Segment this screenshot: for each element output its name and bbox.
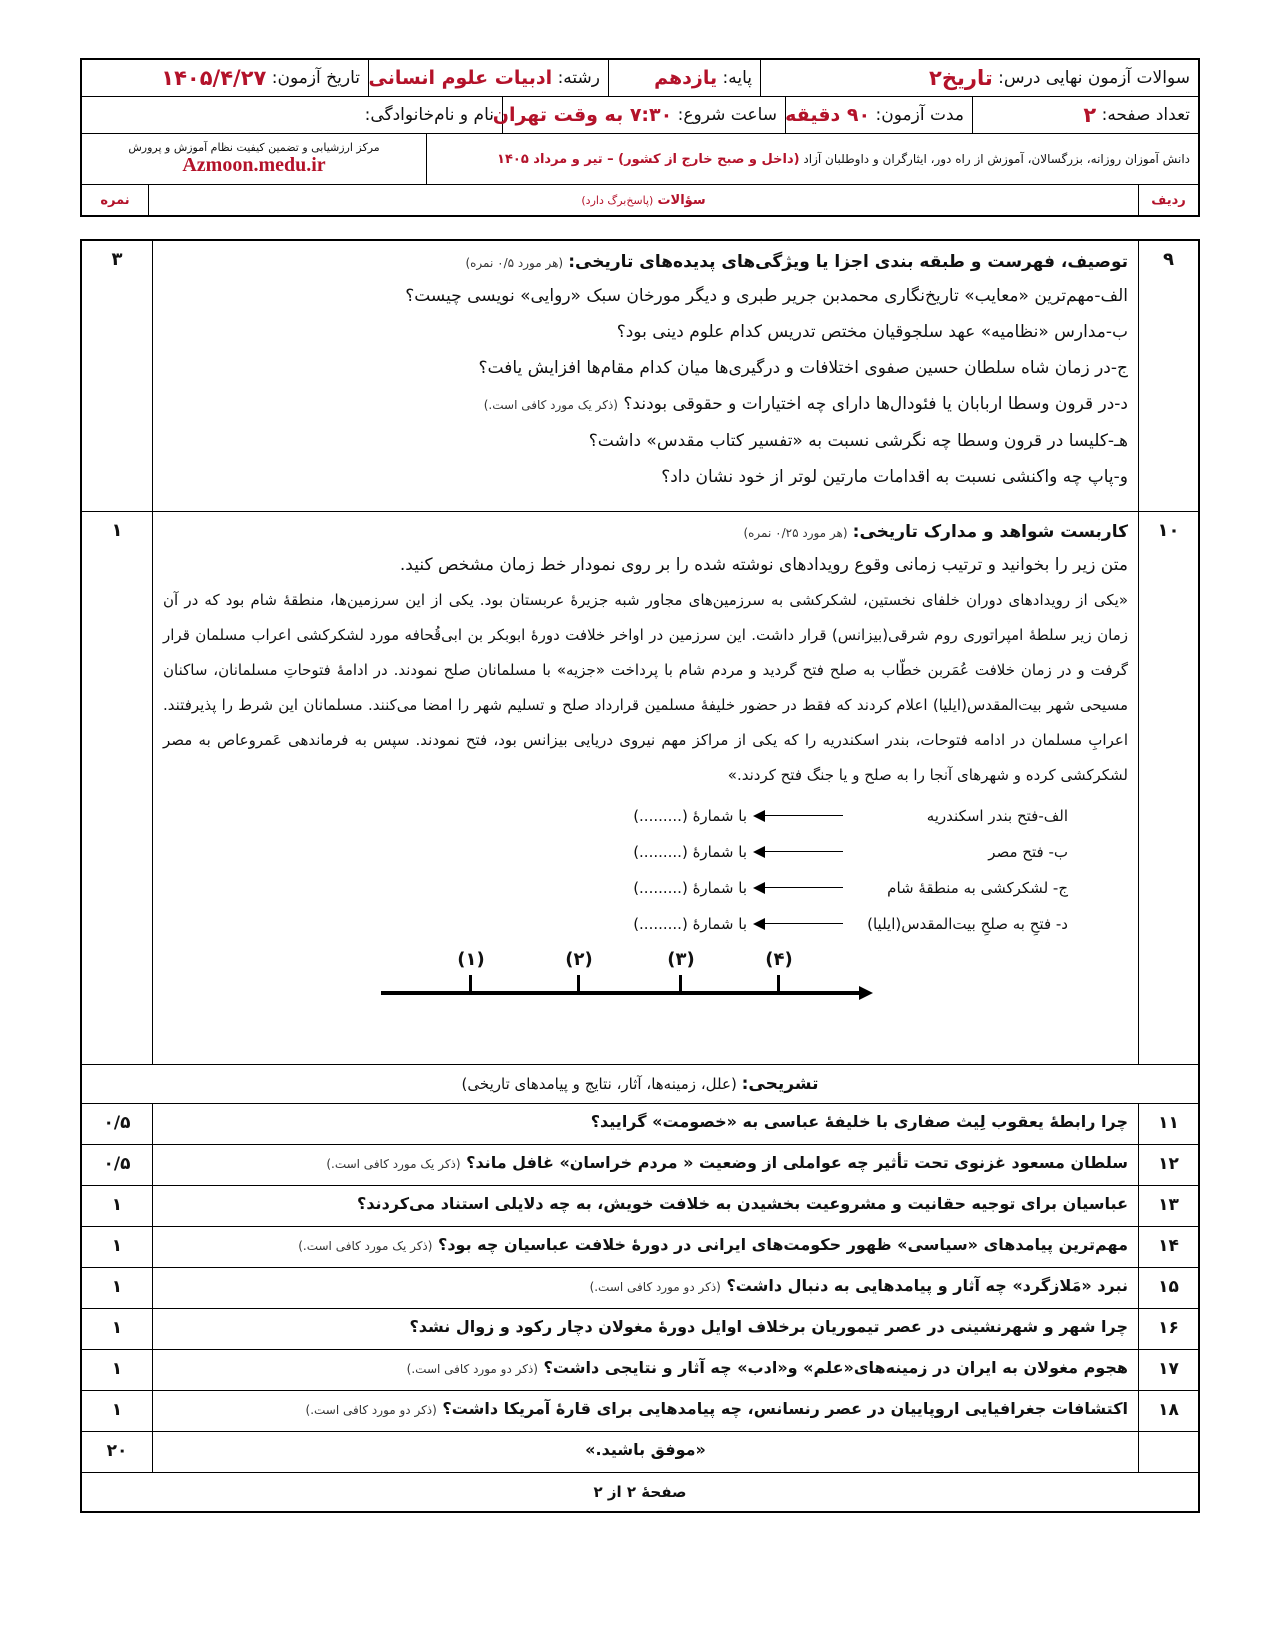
question-score: ۱: [111, 1277, 123, 1297]
questions-header-note: (پاسخ‌برگ دارد): [581, 193, 654, 207]
question-body: [152, 512, 1138, 1064]
question-item-note: (ذکر یک مورد کافی است.): [483, 398, 618, 412]
timeline-tick: [679, 975, 682, 993]
question-title-note: (هر مورد ۰/۵ نمره): [465, 256, 564, 270]
question-number: ۱۳: [1138, 1186, 1198, 1226]
question-note: (ذکر دو مورد کافی است.): [305, 1403, 437, 1417]
total-score: ۲۰: [106, 1441, 128, 1461]
matching-area: [163, 801, 1128, 1001]
question-row-9: [82, 241, 1198, 512]
question-score: ۰/۵: [103, 1113, 131, 1133]
duration-label: مدت آزمون:: [875, 105, 964, 125]
question-row-18: [82, 1391, 1198, 1432]
arrow-left-icon: [753, 881, 843, 895]
event-label: الف-فتح بندر اسکندریه: [926, 807, 1068, 825]
question-body: [152, 1350, 1138, 1390]
event-label: ب- فتح مصر: [988, 843, 1068, 861]
pages-label: تعداد صفحه:: [1101, 105, 1190, 125]
answer-slot[interactable]: با شمارهٔ (.........): [633, 807, 747, 825]
question-number: ۱۱: [1138, 1104, 1198, 1144]
student-name-cell: [82, 97, 502, 133]
pages-value: ۲: [1083, 103, 1097, 127]
question-number: ۱۰: [1138, 512, 1198, 1064]
start-time-cell: [492, 97, 785, 133]
timeline-tick: [577, 975, 580, 993]
center-cell: [82, 134, 426, 184]
question-row-14: [82, 1227, 1198, 1268]
timeline-label: (۴): [765, 949, 793, 970]
questions-column-header: [148, 185, 1138, 215]
question-text: سلطان مسعود غزنوی تحت تأثیر چه عواملی از وضعیت « مردم خراسان» غافل ماند؟: [466, 1153, 1128, 1172]
grade-cell: [608, 60, 760, 96]
website-link[interactable]: Azmoon.medu.ir: [182, 154, 326, 176]
student-name-label: نام و نام‌خانوادگی:: [364, 105, 494, 125]
grade-value: یازدهم: [654, 67, 718, 89]
question-row-10: [82, 512, 1198, 1065]
question-row-11: [82, 1104, 1198, 1145]
event-row: [633, 909, 1068, 939]
question-body: [152, 1227, 1138, 1267]
exam-page: [80, 58, 1200, 1513]
page-footer: صفحهٔ ۲ از ۲: [593, 1483, 687, 1501]
audience-cell: [426, 134, 1198, 184]
questions-table: [80, 239, 1200, 1513]
question-title: توصیف، فهرست و طبقه بندی اجزا یا ویژگی‌های پدیده‌های تاریخی:: [568, 252, 1128, 272]
question-body: [152, 1186, 1138, 1226]
closing-message: «موفق باشید.»: [152, 1432, 1138, 1472]
date-cell: [82, 60, 368, 96]
question-instruction: متن زیر را بخوانید و ترتیب زمانی وقوع رویدادهای نوشته شده را بر روی نمودار خط زمان مشخص کنید.: [399, 555, 1128, 575]
question-body: [152, 1309, 1138, 1349]
question-title-note: (هر مورد ۰/۲۵ نمره): [743, 526, 848, 540]
question-body: [152, 241, 1138, 511]
exam-title-label: سوالات آزمون نهایی درس:: [998, 68, 1190, 88]
question-item: ب-مدارس «نظامیه» عهد سلجوقیان مختص تدریس کدام علوم دینی بود؟: [616, 322, 1128, 342]
question-title: کاربست شواهد و مدارک تاریخی:: [852, 522, 1128, 542]
question-text: چرا شهر و شهرنشینی در عصر تیموریان برخلاف اوایل دورهٔ مغولان دچار رکود و زوال نشد؟: [409, 1317, 1128, 1336]
reading-passage: «یکی از رویدادهای دوران خلفای نخستین، لشکرکشی به سرزمین‌های مجاور شبه جزیرهٔ عربستان بود. یکی از این سرزمین‌ها، منطقهٔ شام بود که در آن زمان زیر سلطهٔ امپراتوری روم شرقی(بیزانس) قرار داشت. این سرزمین در اواخر خلافت دورهٔ ابوبکر بن ابی‌قُحافه مورد لشکرکشی اعراب مسلمان قرار گرفت و در زمان خلافت عُمَربن خطّاب به صلح فتح گردید و مردم شام با پرداخت «جزیه» با مسلمانان صلح نمودند. در ادامهٔ فتوحاتِ مسلمانان، ساکنان مسیحی شهر بیت‌المقدس(ایلیا) اعلام کردند که فقط در حضور خلیفهٔ مسلمین قرارداد صلح و تسلیم شهر را امضا می‌کنند. مسلمانان این شرط را پذیرفتند. اعرابِ مسلمان در ادامه فتوحات، بندر اسکندریه را که یکی از مراکز مهم نیروی دریایی بیزانس بود، فتح نمودند. سپس به فرماندهی عَمروعاص به مصر لشکرکشی کرده و شهرهای آنجا را به صلح و یا جنگ فتح کردند.»: [163, 591, 1128, 784]
timeline-diagram: [381, 949, 881, 1001]
question-item: و-پاپ چه واکنشی نسبت به اقدامات مارتین لوتر از خود نشان داد؟: [661, 467, 1128, 487]
subject-value: تاریخ۲: [929, 66, 993, 90]
section-subtitle: (علل، زمینه‌ها، آثار، نتایج و پیامدهای تاریخی): [461, 1075, 737, 1093]
event-label: ج- لشکرکشی به منطقهٔ شام: [887, 879, 1068, 897]
arrow-left-icon: [753, 809, 843, 823]
empty-cell: [1138, 1432, 1198, 1472]
questions-header-label: سؤالات: [657, 192, 706, 208]
question-row-16: [82, 1309, 1198, 1350]
question-item-d: [163, 386, 1128, 423]
question-row-12: [82, 1145, 1198, 1186]
center-name: مرکز ارزشیابی و تضمین کیفیت نظام آموزش و پرورش: [128, 141, 380, 154]
duration-cell: [785, 97, 972, 133]
question-item-text: د-در قرون وسطا اربابان یا فئودال‌ها دارای چه اختیارات و حقوقی بودند؟: [623, 394, 1128, 414]
question-item: الف-مهم‌ترین «معایب» تاریخ‌نگاری محمدبن جریر طبری و دیگر مورخان سبک «روایی» نویسی چیست؟: [405, 286, 1128, 306]
question-row-17: [82, 1350, 1198, 1391]
question-score: ۱: [111, 1359, 123, 1379]
question-number: ۱۸: [1138, 1391, 1198, 1431]
question-score: ۱: [111, 520, 123, 541]
answer-slot[interactable]: با شمارهٔ (.........): [633, 843, 747, 861]
answer-slot[interactable]: با شمارهٔ (.........): [633, 915, 747, 933]
event-row: [633, 837, 1068, 867]
closing-row: [82, 1432, 1198, 1473]
timeline-label: (۱): [457, 949, 485, 970]
question-number: ۱۲: [1138, 1145, 1198, 1185]
score-column-header: نمره: [100, 192, 130, 208]
field-value: ادبیات علوم انسانی: [368, 67, 553, 89]
audience-text: دانش آموزان روزانه، بزرگسالان، آموزش از راه دور، ایثارگران و داوطلبان آزاد: [803, 152, 1190, 166]
question-number: ۱۷: [1138, 1350, 1198, 1390]
timeline-tick: [469, 975, 472, 993]
field-label: رشته:: [557, 68, 600, 88]
question-item: هـ-کلیسا در قرون وسطا چه نگرشی نسبت به «تفسیر کتاب مقدس» داشت؟: [588, 431, 1128, 451]
question-text: اکتشافات جغرافیایی اروپاییان در عصر رنسانس، چه پیامدهایی برای قارهٔ آمریکا داشت؟: [442, 1399, 1128, 1418]
question-note: (ذکر یک مورد کافی است.): [326, 1157, 461, 1171]
event-label: د- فتحِ به صلحِ بیت‌المقدس(ایلیا): [867, 915, 1068, 933]
section-heading: [82, 1065, 1198, 1104]
question-score: ۱: [111, 1236, 123, 1256]
arrow-left-icon: [753, 917, 843, 931]
question-score: ۰/۵: [103, 1154, 131, 1174]
answer-slot[interactable]: با شمارهٔ (.........): [633, 879, 747, 897]
question-number: ۱۶: [1138, 1309, 1198, 1349]
question-number: ۹: [1138, 241, 1198, 511]
question-body: [152, 1268, 1138, 1308]
question-text: مهم‌ترین پیامدهای «سیاسی» ظهور حکومت‌های ایرانی در دورهٔ خلافت عباسیان چه بود؟: [438, 1235, 1128, 1254]
question-text: نبرد «مَلازگرد» چه آثار و پیامدهایی به دنبال داشت؟: [726, 1276, 1128, 1295]
question-note: (ذکر دو مورد کافی است.): [406, 1362, 538, 1376]
question-score: ۳: [111, 249, 123, 270]
timeline-label: (۲): [565, 949, 593, 970]
question-row-15: [82, 1268, 1198, 1309]
row-column-header: ردیف: [1138, 185, 1198, 215]
session-text: (داخل و صبح خارج از کشور) – تیر و مرداد ۱۴۰۵: [497, 151, 800, 167]
pages-cell: [972, 97, 1198, 133]
question-row-13: [82, 1186, 1198, 1227]
duration-value: ۹۰ دقیقه: [785, 104, 871, 126]
question-score: ۱: [111, 1400, 123, 1420]
question-score: ۱: [111, 1318, 123, 1338]
arrow-left-icon: [753, 845, 843, 859]
question-text: هجوم مغولان به ایران در زمینه‌های«علم» و«ادب» چه آثار و نتایجی داشت؟: [543, 1358, 1128, 1377]
question-body: [152, 1391, 1138, 1431]
start-time-label: ساعت شروع:: [677, 105, 777, 125]
subject-cell: [760, 60, 1198, 96]
question-body: [152, 1104, 1138, 1144]
timeline-axis: [381, 991, 861, 995]
question-text: چرا رابطهٔ یعقوب لِیث صفاری با خلیفهٔ عباسی به «خصومت» گرایید؟: [590, 1112, 1128, 1131]
start-time-value: ۷:۳۰ به وقت تهران: [492, 104, 673, 126]
date-value: ۱۴۰۵/۴/۲۷: [161, 66, 267, 90]
timeline-tick: [777, 975, 780, 993]
grade-label: پایه:: [722, 68, 752, 88]
question-number: ۱۵: [1138, 1268, 1198, 1308]
exam-header: [80, 58, 1200, 217]
question-note: (ذکر یک مورد کافی است.): [298, 1239, 433, 1253]
question-body: [152, 1145, 1138, 1185]
question-number: ۱۴: [1138, 1227, 1198, 1267]
event-row: [633, 873, 1068, 903]
question-score: ۱: [111, 1195, 123, 1215]
date-label: تاریخ آزمون:: [271, 68, 360, 88]
section-title: تشریحی:: [741, 1074, 819, 1094]
event-row: [633, 801, 1068, 831]
arrow-right-icon: [859, 986, 873, 1000]
timeline-label: (۳): [667, 949, 695, 970]
field-cell: [368, 60, 608, 96]
question-note: (ذکر دو مورد کافی است.): [589, 1280, 721, 1294]
question-item: ج-در زمان شاه سلطان حسین صفوی اختلافات و درگیری‌ها میان کدام مقام‌ها افزایش یافت؟: [478, 358, 1128, 378]
question-text: عباسیان برای توجیه حقانیت و مشروعیت بخشیدن به خلافت خویش، به چه دلایلی استناد می‌کردند؟: [357, 1194, 1128, 1213]
